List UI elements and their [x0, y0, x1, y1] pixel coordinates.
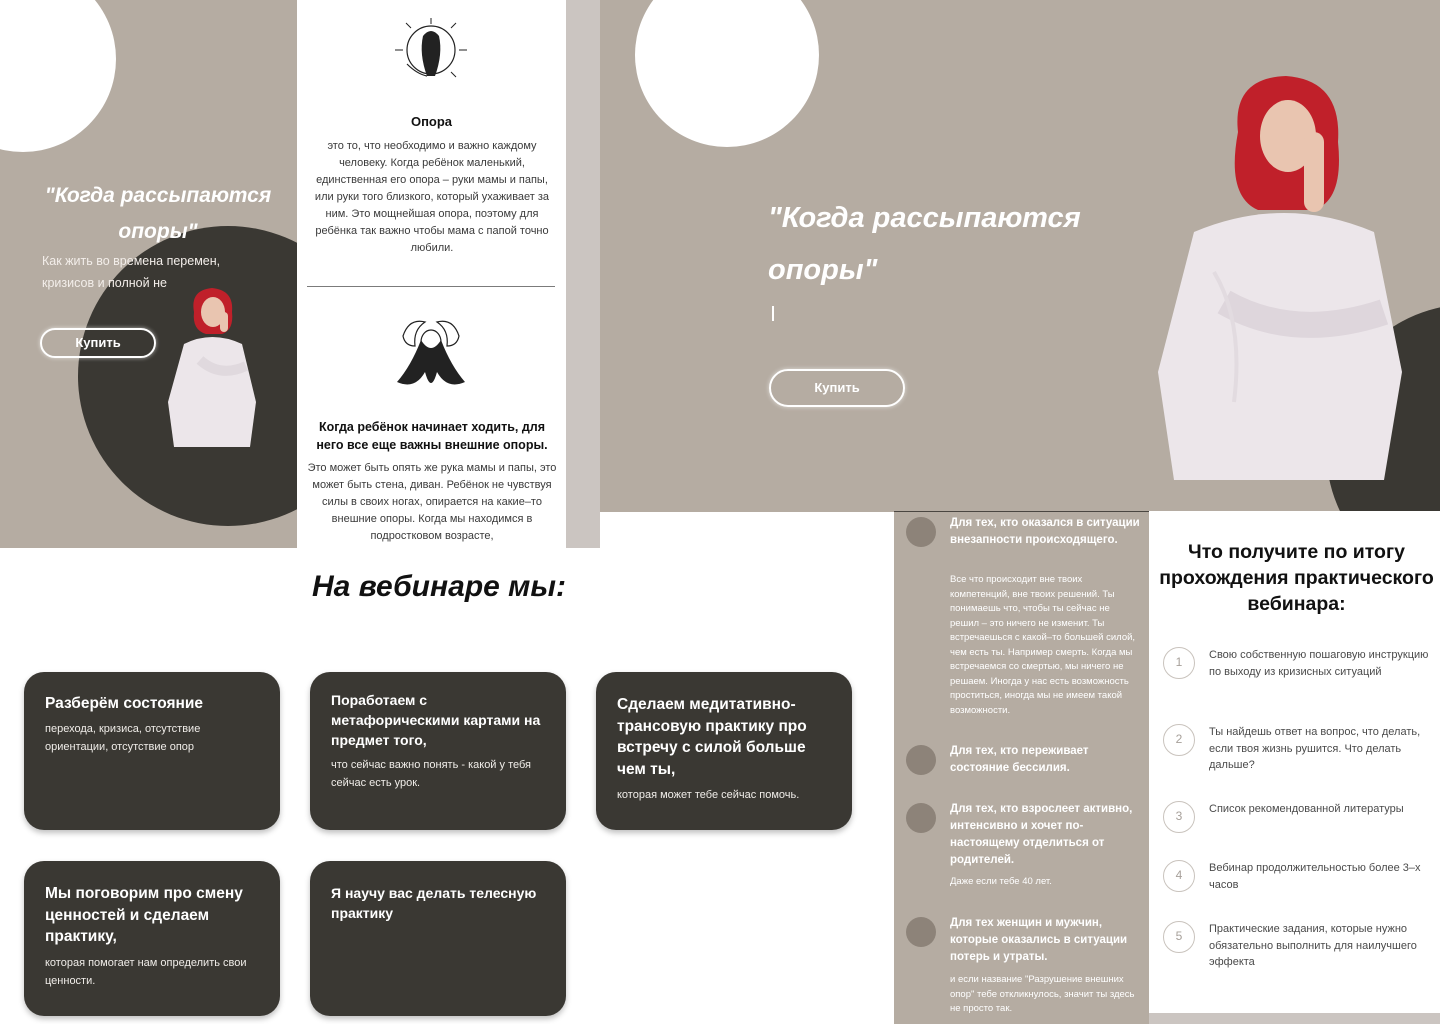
card-desc: которая может тебе сейчас помочь.: [617, 789, 800, 801]
card-desc: перехода, кризиса, отсутствие ориентации, отсутствие опор: [45, 723, 201, 753]
result-text: Вебинар продолжительностью более 3–х часов: [1209, 862, 1421, 891]
decor-circle-white: [0, 0, 116, 152]
mobile-buy-button[interactable]: Купить: [40, 328, 156, 358]
support-heading: Опора: [410, 114, 453, 129]
step-number: 3: [1163, 801, 1195, 833]
for-whom-title: Для тех женщин и мужчин, которые оказались в ситуации потерь и утраты.: [950, 917, 1128, 963]
card-desc: которая помогает нам определить свои ценности.: [45, 956, 247, 987]
webinar-card: [310, 672, 566, 830]
lotus-icon: [906, 517, 936, 547]
step-number: 1: [1163, 647, 1195, 679]
woman-moon-icon: [389, 316, 473, 396]
mobile-hero-section: [0, 0, 297, 548]
desktop-hero-title: "Когда рассыпаются опоры": [768, 202, 1081, 286]
lotus-icon: [906, 745, 936, 775]
decor-circle-white: [635, 0, 819, 147]
result-text: Список рекомендованной литературы: [1209, 803, 1404, 815]
card-title: Я научу вас делать телесную практику: [331, 885, 537, 921]
walking-heading: Когда ребёнок начинает ходить, для него все еще важны внешние опоры.: [316, 420, 548, 452]
desktop-hero-section: [600, 0, 1440, 512]
author-photo-large: [1154, 72, 1408, 480]
gap-strip: [566, 0, 600, 548]
webinar-card: [24, 861, 280, 1016]
support-body: это то, что необходимо и важно каждому человеку. Когда ребёнок маленький, единственная его опора – руки мамы и папы, или руки того близкого, который ухаживает за ним. Это мощнейшая опора, поэтому для ребёнка так важно чтобы мама с папой точно любили.: [314, 140, 550, 254]
card-desc: что сейчас важно понять - какой у тебя сейчас есть урок.: [331, 759, 531, 789]
for-whom-title: Для тех, кто оказался в ситуации внезапности происходящего.: [950, 517, 1140, 546]
author-photo-small: [160, 282, 264, 447]
for-whom-desc: Даже если тебе 40 лет.: [950, 876, 1052, 887]
webinar-card: [24, 672, 280, 830]
mobile-hero-subtitle: Как жить во времена перемен, кризисов и полной не: [42, 254, 221, 290]
webinar-card: [310, 861, 566, 1016]
divider: [307, 286, 555, 287]
for-whom-section: [894, 511, 1149, 1024]
card-title: Мы поговорим про смену ценностей и сделаем практику,: [45, 885, 243, 945]
card-title: Поработаем с метафорическими картами на предмет того,: [331, 692, 541, 748]
for-whom-title: Для тех, кто переживает состояние бессилия.: [950, 745, 1089, 774]
result-text: Ты найдешь ответ на вопрос, что делать, если твоя жизнь рушится. Что делать дальше?: [1209, 726, 1421, 771]
walking-body: Это может быть опять же рука мамы и папы, это может быть стена, диван. Ребёнок не чувствуя силы в своих ногах, опирается на какие–то внешние опоры. Когда мы находимся в подростковом возрасте,: [307, 462, 557, 542]
webinar-section: [0, 548, 894, 1024]
woman-sun-icon: [389, 14, 473, 84]
divider: [894, 511, 1149, 512]
support-text-section: [297, 0, 566, 548]
result-text: Практические задания, которые нужно обязательно выполнить для наилучшего эффекта: [1209, 923, 1417, 968]
bottom-strip: [1149, 1013, 1440, 1024]
step-number: 4: [1163, 860, 1195, 892]
results-heading: Что получите по итогу прохождения практического вебинара:: [1159, 541, 1434, 615]
card-title: Сделаем медитативно-трансовую практику про встречу с силой больше чем ты,: [617, 696, 807, 778]
for-whom-desc: Все что происходит вне твоих компетенций, вне твоих решений. Ты понимаешь что, чтобы ты сейчас не решил – это ничего не изменит. Ты встречаешься с какой–то большей силой, чем есть ты. Например смерть. Когда мы встречаемся со смертью, мы ничего не решаем. Иногда у нас есть возможность проститься, иногда мы не имеем такой возможности.: [950, 574, 1136, 716]
step-number: 2: [1163, 724, 1195, 756]
desktop-buy-button[interactable]: Купить: [769, 369, 905, 407]
webinar-card: [596, 672, 852, 830]
card-title: Разберём состояние: [45, 695, 204, 712]
text-cursor: [772, 306, 774, 321]
for-whom-desc: и если название "Разрушение внешних опор" тебе откликнулось, значит ты здесь не просто так.: [950, 974, 1135, 1014]
webinar-heading: На вебинаре мы:: [312, 570, 566, 603]
results-section: [1149, 511, 1440, 1024]
result-text: Свою собственную пошаговую инструкцию по выходу из кризисных ситуаций: [1209, 649, 1429, 678]
mobile-hero-title: "Когда рассыпаются опоры": [44, 184, 272, 243]
lotus-icon: [906, 917, 936, 947]
step-number: 5: [1163, 921, 1195, 953]
for-whom-title: Для тех, кто взрослеет активно, интенсивно и хочет по-настоящему отделиться от родителей.: [950, 803, 1133, 866]
lotus-icon: [906, 803, 936, 833]
